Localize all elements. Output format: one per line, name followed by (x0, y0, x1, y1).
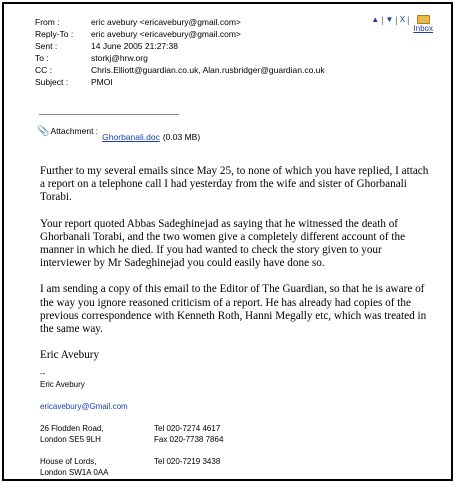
email-header (35, 16, 325, 88)
address-line: London SW1A 0AA (40, 468, 109, 477)
address-line: House of Lords, (40, 457, 97, 466)
message-body (40, 165, 432, 375)
signature-name: Eric Avebury (40, 380, 85, 389)
body-paragraph: Your report quoted Abbas Sadeghinejad as saying that he witnessed the death of Ghorbanali Torabi, and the two women give a completely different account of the manner in which he died. If you had wanted to check the story given to your interviewer by Mr Sadeghinejad you could easily have done so. (40, 217, 406, 270)
inbox-button[interactable] (413, 14, 433, 34)
address-row (40, 423, 223, 434)
header-label: Sent : (35, 41, 58, 51)
attachment-row (37, 120, 200, 142)
toolbar-separator: | (395, 15, 398, 25)
phone-number: Tel 020-7219 3438 (154, 457, 221, 466)
header-value: storkj@hrw.org (91, 53, 148, 63)
header-from (35, 16, 325, 28)
paperclip-icon: 📎 (37, 125, 50, 137)
previous-message-icon[interactable]: ▲ (371, 15, 380, 24)
header-label: From : (35, 17, 60, 27)
signature-block (40, 368, 223, 478)
toolbar-separator: | (407, 15, 410, 25)
header-value: 14 June 2005 21:27:38 (91, 41, 178, 51)
signature-dashes: -- (40, 369, 46, 378)
attachment-link[interactable]: Ghorbanali.doc (102, 132, 160, 142)
header-sent (35, 40, 325, 52)
address-row (40, 467, 223, 478)
body-paragraph: Further to my several emails since May 25, to none of which you have replied, I attach a report on a telephone call I had yesterday from the wife and sister of Ghorbanali Torabi. (40, 165, 429, 204)
email-window (2, 2, 453, 481)
signature-email[interactable]: ericavebury@Gmail.com (40, 402, 128, 411)
header-label: Reply-To : (35, 29, 74, 39)
body-paragraph: I am sending a copy of this email to the Editor of The Guardian, so that he is aware of the way you ignore reasoned criticism of a report. He has already had copies of the previous correspondence with Kenneth Roth, Hanni Megally etc, which was treated in the same way. (40, 283, 427, 336)
delete-icon[interactable]: X (399, 15, 406, 24)
next-message-icon[interactable]: ▼ (385, 15, 394, 24)
address-line: 26 Flodden Road, (40, 424, 104, 433)
fax-number: Fax 020-7738 7864 (154, 435, 224, 444)
attachment-label: Attachment : (50, 126, 99, 136)
header-label: To : (35, 53, 49, 63)
folder-icon (417, 15, 430, 24)
header-cc (35, 64, 325, 76)
attachment-size: (0.03 MB) (162, 132, 201, 142)
address-row (40, 434, 223, 445)
header-reply-to (35, 28, 325, 40)
message-toolbar (371, 14, 433, 34)
header-divider (39, 114, 179, 115)
header-to (35, 52, 325, 64)
header-value: eric avebury <ericavebury@gmail.com> (91, 29, 241, 39)
header-value: Chris.Elliott@guardian.co.uk, Alan.rusbridger@guardian.co.uk (91, 65, 325, 75)
header-subject (35, 76, 325, 88)
header-value: eric avebury <ericavebury@gmail.com> (91, 17, 241, 27)
inbox-label: Inbox (413, 24, 433, 33)
body-signoff: Eric Avebury (40, 349, 100, 362)
header-value: PMOI (91, 77, 113, 87)
address-row (40, 456, 223, 467)
phone-number: Tel 020-7274 4617 (154, 424, 221, 433)
toolbar-separator: | (381, 15, 384, 25)
header-label: Subject : (35, 77, 69, 87)
address-line: London SE5 9LH (40, 435, 101, 444)
header-label: CC : (35, 65, 52, 75)
